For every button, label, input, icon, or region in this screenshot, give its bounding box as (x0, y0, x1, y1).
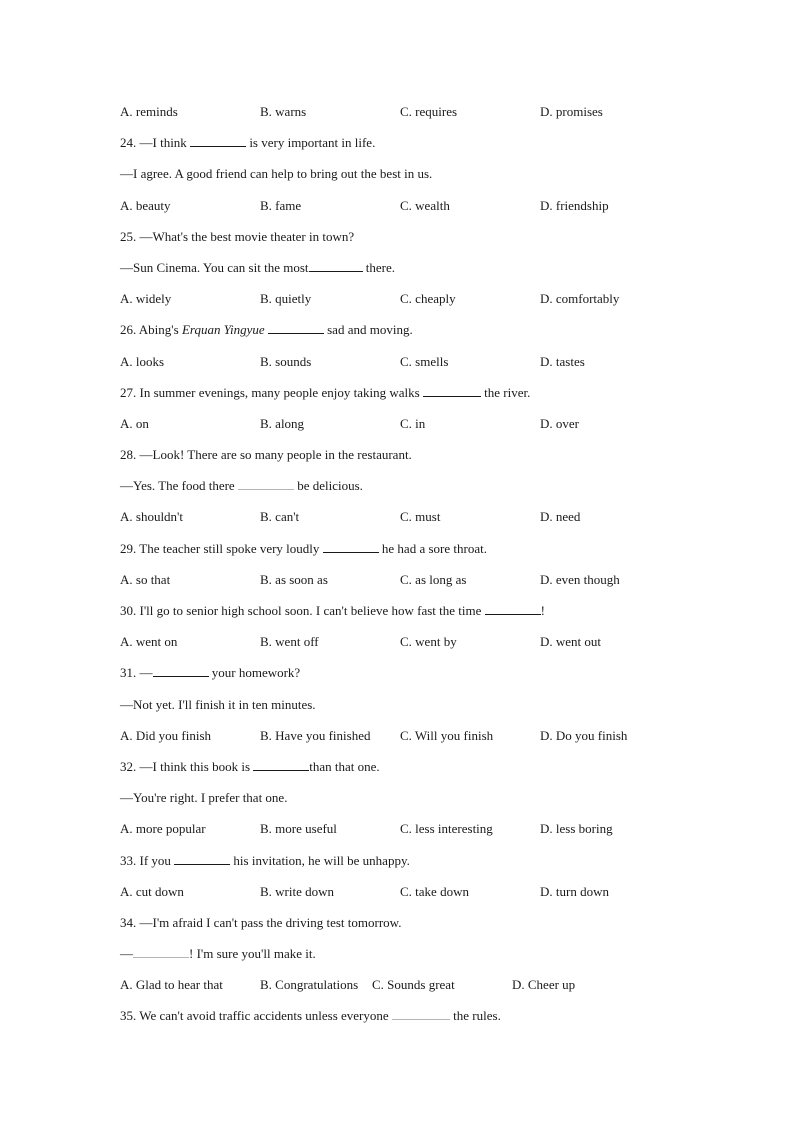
q27-stem-pre: 27. In summer evenings, many people enjoy taking walks (120, 384, 423, 400)
q25-stem-text: 25. —What's the best movie theater in town? (120, 228, 355, 244)
q32-response-text: —You're right. I prefer that one. (120, 790, 288, 806)
q25-option-d: D. comfortably (540, 291, 620, 307)
q23-option-a: A. reminds (120, 104, 178, 119)
q25-response-pre: —Sun Cinema. You can sit the most (120, 259, 309, 275)
q29-stem (120, 540, 720, 571)
q32-option-d: D. less boring (540, 821, 613, 837)
q24-option-c: C. wealth (400, 197, 450, 213)
q25-response (120, 259, 720, 290)
answer-blank (423, 384, 481, 397)
q31-option-a: A. Did you finish (120, 727, 211, 743)
q34-stem (120, 914, 720, 945)
q29-stem-pre: 29. The teacher still spoke very loudly (120, 540, 323, 556)
q33-stem (120, 852, 720, 883)
q30-options (120, 633, 720, 664)
q35-stem (120, 1007, 720, 1038)
q28-option-c: C. must (400, 509, 441, 525)
q31-response (120, 696, 720, 727)
q25-option-c: C. cheaply (400, 291, 456, 307)
q24-response-text: —I agree. A good friend can help to bring out the best in us. (120, 166, 433, 182)
answer-blank (309, 259, 363, 272)
q28-option-a: A. shouldn't (120, 509, 184, 525)
q26-options (120, 353, 720, 384)
q27-options (120, 415, 720, 446)
q34-response (120, 945, 720, 976)
q26-option-a: A. looks (120, 353, 165, 369)
q34-option-a: A. Glad to hear that (120, 977, 223, 993)
q28-response (120, 477, 720, 508)
q34-response-pre: — (120, 946, 133, 962)
q29-option-d: D. even though (540, 571, 620, 587)
q31-option-d: D. Do you finish (540, 727, 628, 743)
q24-option-a: A. beauty (120, 197, 171, 213)
q31-response-text: —Not yet. I'll finish it in ten minutes. (120, 696, 316, 712)
q30-stem-post: ! (540, 603, 545, 618)
q31-stem (120, 664, 720, 695)
q33-stem-post: his invitation, he will be unhappy. (230, 852, 410, 868)
q25-stem (120, 228, 720, 259)
q24-response (120, 165, 720, 196)
q23-option-b: B. warns (260, 104, 307, 119)
answer-blank (238, 477, 294, 490)
q26-option-d: D. tastes (540, 353, 585, 369)
answer-blank (268, 321, 324, 334)
q32-option-a: A. more popular (120, 821, 206, 837)
q32-option-b: B. more useful (260, 821, 337, 837)
q32-response (120, 789, 720, 820)
q31-option-c: C. Will you finish (400, 727, 494, 743)
q25-option-b: B. quietly (260, 291, 312, 307)
answer-blank (485, 602, 541, 615)
q27-stem (120, 384, 720, 415)
q27-option-b: B. along (260, 415, 305, 431)
q30-stem (120, 602, 720, 633)
q28-stem (120, 446, 720, 477)
q32-stem-post: than that one. (309, 758, 380, 774)
q33-option-b: B. write down (260, 883, 335, 899)
q24-options (120, 197, 720, 228)
q33-option-a: A. cut down (120, 883, 184, 899)
q25-response-post: there. (362, 259, 395, 275)
q27-stem-post: the river. (480, 384, 531, 400)
q33-stem-pre: 33. If you (120, 852, 175, 868)
q24-stem (120, 134, 720, 165)
q34-stem-text: 34. —I'm afraid I can't pass the driving test tomorrow. (120, 914, 402, 930)
q29-stem-post: he had a sore throat. (378, 540, 487, 556)
q24-stem-post: is very important in life. (246, 135, 376, 151)
q35-stem-post: the rules. (449, 1008, 501, 1024)
q28-response-post: be delicious. (293, 478, 363, 494)
q30-option-b: B. went off (260, 634, 319, 650)
q28-stem-text: 28. —Look! There are so many people in the restaurant. (120, 447, 412, 463)
q25-options (120, 290, 720, 321)
answer-blank (174, 852, 230, 865)
q34-options (120, 976, 720, 1007)
q31-stem-post: your homework? (208, 665, 301, 681)
answer-blank (253, 758, 309, 771)
answer-blank (133, 945, 189, 958)
q26-option-c: C. smells (400, 353, 449, 369)
q27-option-c: C. in (400, 415, 426, 431)
answer-blank (323, 540, 379, 553)
q30-option-c: C. went by (400, 634, 457, 650)
q23-option-c: C. requires (400, 104, 458, 119)
q28-option-d: D. need (540, 509, 581, 525)
q28-response-pre: —Yes. The food there (120, 478, 238, 494)
q32-stem (120, 758, 720, 789)
q29-option-c: C. as long as (400, 571, 467, 587)
q33-options (120, 883, 720, 914)
q34-option-c: C. Sounds great (372, 977, 455, 993)
q32-options (120, 820, 720, 851)
answer-blank (190, 134, 246, 147)
q31-option-b: B. Have you finished (260, 727, 371, 743)
q23-option-d: D. promises (540, 104, 603, 119)
q29-options (120, 571, 720, 602)
q34-option-b: B. Congratulations (260, 977, 359, 993)
q24-option-d: D. friendship (540, 197, 609, 213)
q26-stem-pre: 26. Abing's (120, 322, 182, 338)
q23-options (120, 103, 720, 134)
q33-option-c: C. take down (400, 883, 469, 899)
q26-music-title: Erquan Yingyue (181, 322, 265, 338)
q34-option-d: D. Cheer up (512, 977, 576, 993)
answer-blank (392, 1007, 450, 1020)
exam-page (120, 103, 720, 1039)
q24-stem-pre: 24. —I think (120, 135, 191, 151)
q29-option-b: B. as soon as (260, 571, 328, 587)
q34-response-post: ! I'm sure you'll make it. (189, 946, 316, 962)
q25-option-a: A. widely (120, 291, 172, 307)
q30-option-a: A. went on (120, 634, 178, 650)
q32-stem-pre: 32. —I think this book is (120, 758, 254, 774)
q35-stem-pre: 35. We can't avoid traffic accidents unless everyone (120, 1008, 392, 1024)
q33-option-d: D. turn down (540, 883, 609, 899)
q28-option-b: B. can't (260, 509, 300, 525)
q24-option-b: B. fame (260, 197, 302, 213)
q27-option-d: D. over (540, 415, 579, 431)
q26-option-b: B. sounds (260, 353, 312, 369)
q27-option-a: A. on (120, 415, 149, 431)
answer-blank (153, 664, 209, 677)
q29-option-a: A. so that (120, 571, 171, 587)
q31-options (120, 727, 720, 758)
q31-stem-pre: 31. — (120, 665, 153, 681)
q32-option-c: C. less interesting (400, 821, 493, 837)
q28-options (120, 508, 720, 539)
q30-stem-pre: 30. I'll go to senior high school soon. I can't believe how fast the time (120, 603, 485, 618)
q26-stem (120, 321, 720, 352)
q26-stem-post: sad and moving. (323, 322, 413, 338)
q30-option-d: D. went out (540, 634, 602, 650)
